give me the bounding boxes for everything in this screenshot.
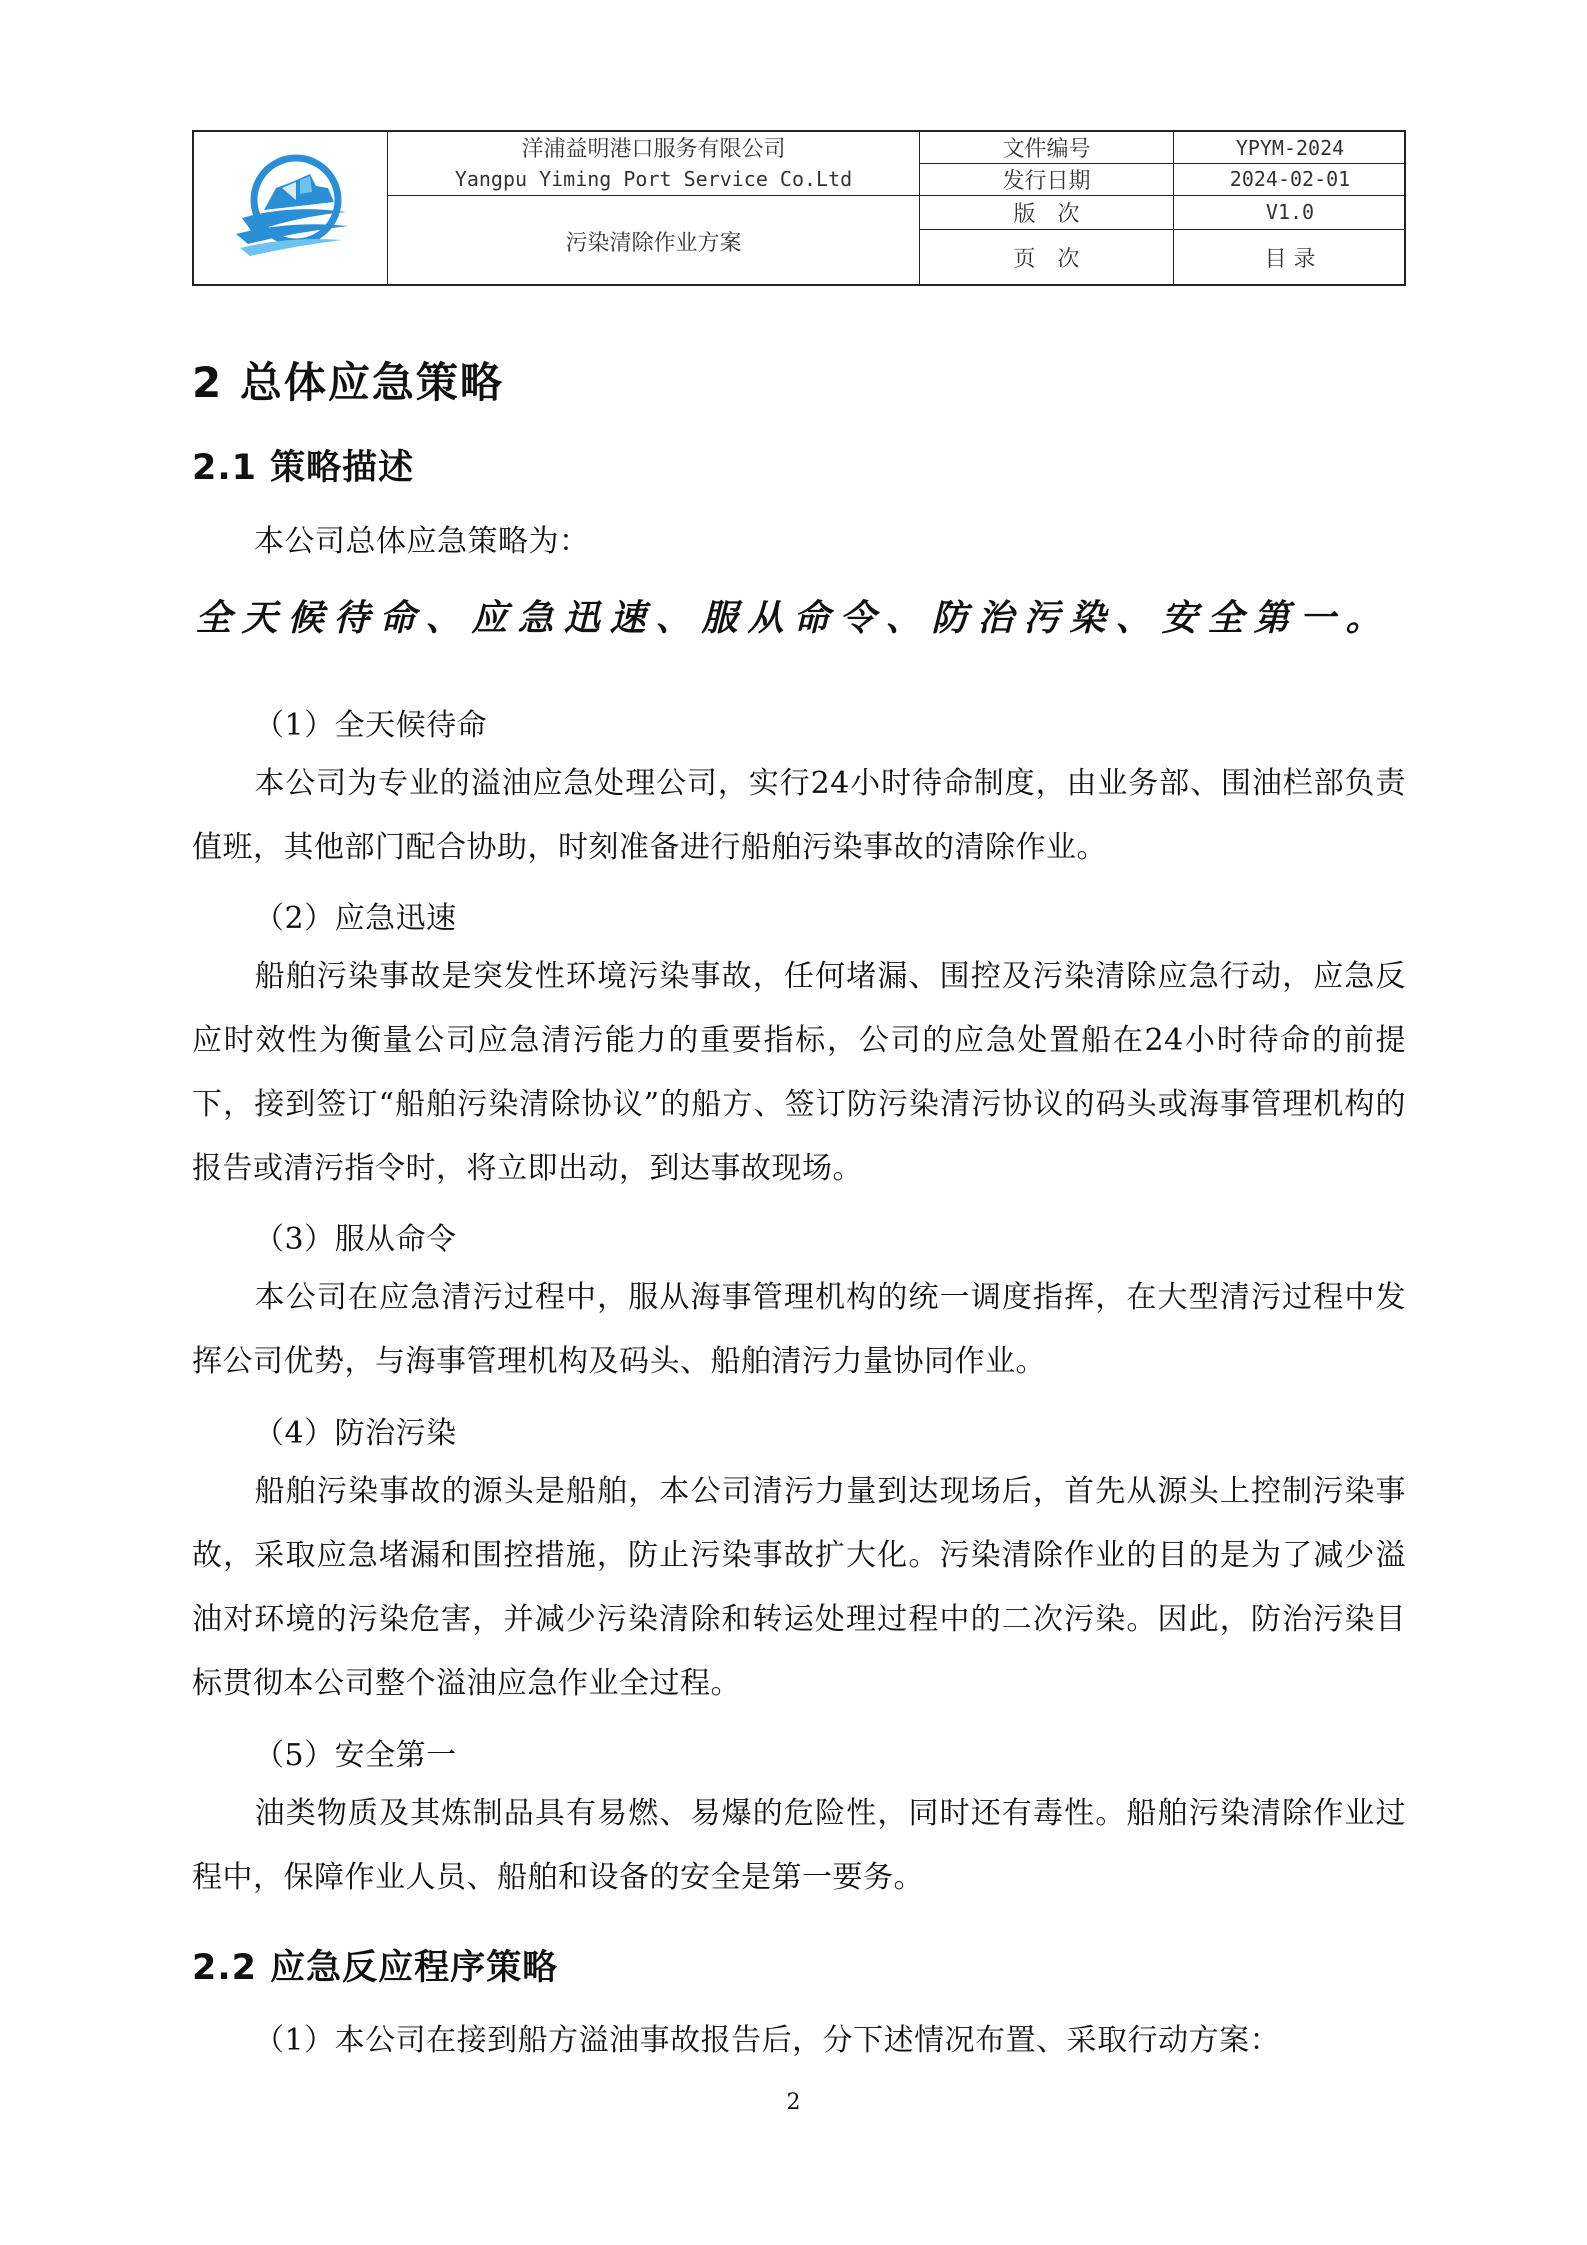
strategy-motto: 全天候待命、应急迅速、服从命令、防治污染、安全第一。	[195, 597, 1392, 639]
item-4-title: （4）防治污染	[254, 1416, 457, 1451]
document-header-table	[192, 130, 1406, 286]
page-value: 目 录	[1264, 247, 1316, 272]
doc-number-label: 文件编号	[1002, 137, 1091, 162]
subsection-heading-2-1: 2.1 策略描述	[192, 448, 415, 488]
company-name-en: Yangpu Yiming Port Service Co.Ltd	[454, 166, 853, 191]
item-3-title: （3）服从命令	[254, 1222, 457, 1257]
issue-date-value: 2024-02-01	[1229, 167, 1351, 191]
item-2-paragraph: 船舶污染事故是突发性环境污染事故，任何堵漏、围控及污染清除应急行动，应急反应时效性为衡量公司应急清污能力的重要指标，公司的应急处置船在24小时待命的前提下，接到签订“船舶污染清除协议”的船方、签订防污染清污协议的码头或海事管理机构的报告或清污指令时，将立即出动，到达事故现场。	[192, 959, 1406, 1186]
company-logo-icon	[230, 144, 354, 268]
item-4-paragraph: 船舶污染事故的源头是船舶，本公司清污力量到达现场后，首先从源头上控制污染事故，采取应急堵漏和围控措施，防止污染事故扩大化。污染清除作业的目的是为了减少溢油对环境的污染危害，并减少污染清除和转运处理过程中的二次污染。因此，防治污染目标贯彻本公司整个溢油应急作业全过程。	[192, 1474, 1406, 1701]
company-name-cn: 洋浦益明港口服务有限公司	[521, 137, 786, 162]
item-2-title: （2）应急迅速	[254, 901, 457, 936]
intro-text: 本公司总体应急策略为：	[254, 524, 590, 559]
version-label: 版 次	[1013, 201, 1080, 227]
item-1-paragraph: 本公司为专业的溢油应急处理公司，实行24小时待命制度，由业务部、围油栏部负责值班，其他部门配合协助，时刻准备进行船舶污染事故的清除作业。	[192, 766, 1406, 865]
item-3-paragraph: 本公司在应急清污过程中，服从海事管理机构的统一调度指挥，在大型清污过程中发挥公司优势，与海事管理机构及码头、船舶清污力量协同作业。	[192, 1280, 1406, 1379]
doc-number-value: YPYM-2024	[1235, 135, 1345, 160]
item-5-paragraph: 油类物质及其炼制品具有易燃、易爆的危险性，同时还有毒性。船舶污染清除作业过程中，保障作业人员、船舶和设备的安全是第一要务。	[192, 1796, 1406, 1895]
issue-date-label: 发行日期	[1002, 168, 1091, 194]
document-title: 污染清除作业方案	[565, 230, 742, 256]
section-heading: 2 总体应急策略	[192, 358, 504, 407]
page-number: 2	[786, 2090, 801, 2115]
item-1-title: （1）全天候待命	[254, 708, 488, 743]
subsection-heading-2-2: 2.2 应急反应程序策略	[192, 1948, 559, 1988]
page-label: 页 次	[1013, 247, 1080, 272]
item-5-title: （5）安全第一	[254, 1738, 457, 1773]
version-value: V1.0	[1265, 200, 1315, 224]
s22-item-1: （1）本公司在接到船方溢油事故报告后，分下述情况布置、采取行动方案：	[254, 2023, 1281, 2058]
